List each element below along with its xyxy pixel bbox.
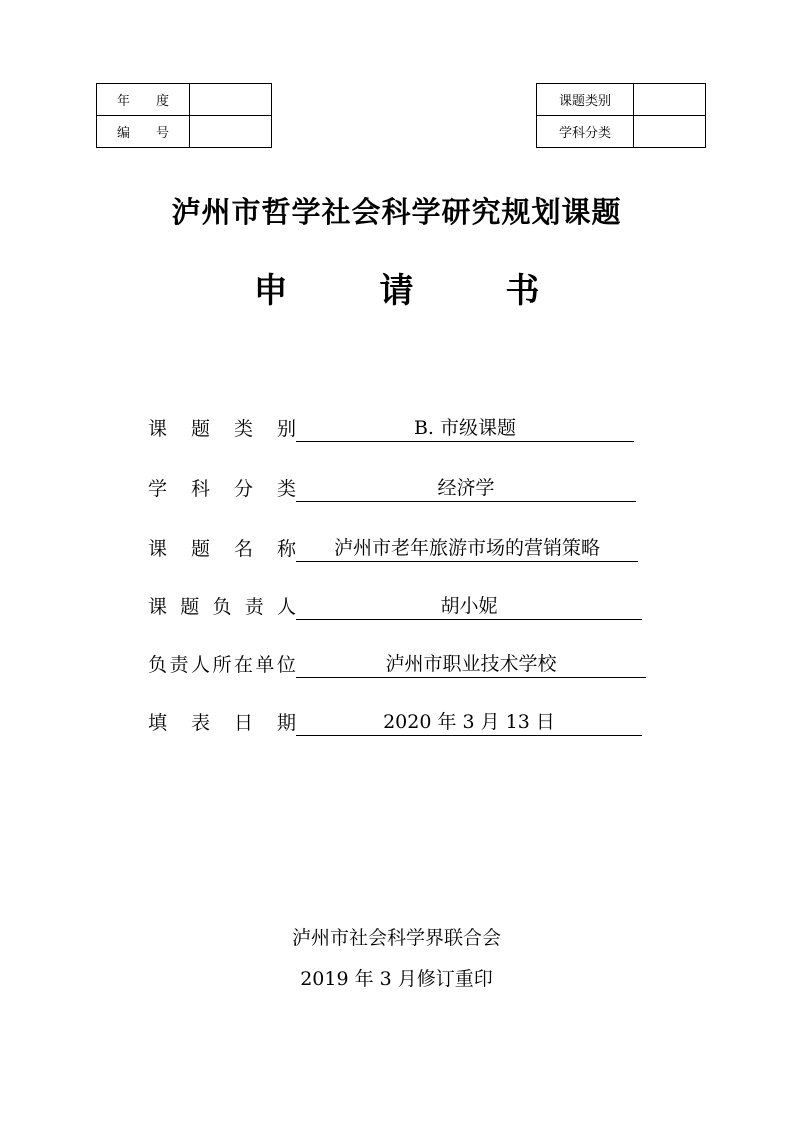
field-label [148, 416, 296, 442]
footer-revision: 2019 年 3 月修订重印 [300, 968, 493, 990]
field-label-char: 分 [233, 478, 253, 500]
field-label-char: 名 [233, 538, 253, 560]
field-value: 胡小妮 [296, 593, 642, 620]
field-label [148, 710, 296, 736]
field-label-char: 课 [148, 596, 168, 618]
year-label: 年 度 [97, 84, 190, 116]
field-label-char: 科 [190, 478, 210, 500]
table-row [537, 84, 706, 116]
field-label-char: 负 [148, 654, 168, 676]
subtitle-char: 申 [253, 271, 288, 311]
field-label-char: 人 [190, 654, 210, 676]
field-label-char: 责 [244, 596, 264, 618]
field-label [148, 652, 296, 678]
field-label-char: 填 [148, 712, 168, 734]
table-row [97, 84, 272, 116]
field-label-char: 人 [276, 596, 296, 618]
field-topic-category [148, 412, 634, 442]
topic-category-value-cell [634, 84, 706, 116]
field-label-char: 责 [169, 654, 189, 676]
table-row [97, 116, 272, 148]
field-value: 经济学 [296, 475, 636, 502]
field-label-char: 位 [276, 654, 296, 676]
field-label-char: 单 [255, 654, 275, 676]
field-label-char: 课 [148, 418, 168, 440]
subtitle-char: 请 [379, 271, 414, 311]
field-label-char: 类 [276, 478, 296, 500]
document-subtitle [0, 263, 793, 312]
discipline-value-cell [634, 116, 706, 148]
field-topic-name [148, 532, 638, 562]
field-label-char: 负 [212, 596, 232, 618]
header-info-table-left [96, 83, 272, 148]
field-principal-unit [148, 648, 646, 678]
field-label-char: 表 [190, 712, 210, 734]
field-label [148, 536, 296, 562]
field-label-char: 类 [233, 418, 253, 440]
field-principal [148, 590, 642, 620]
discipline-label: 学科分类 [537, 116, 634, 148]
field-label-char: 所 [212, 654, 232, 676]
field-label-char: 称 [276, 538, 296, 560]
subtitle-char: 书 [505, 271, 540, 311]
field-value: B. 市级课题 [296, 415, 634, 442]
field-label-char: 题 [180, 596, 200, 618]
field-discipline [148, 472, 636, 502]
header-info-table-right [536, 83, 706, 148]
field-label-char: 日 [233, 712, 253, 734]
document-title: 泸州市哲学社会科学研究规划课题 [171, 195, 622, 229]
topic-category-label: 课题类别 [537, 84, 634, 116]
field-label-char: 学 [148, 478, 168, 500]
table-row [537, 116, 706, 148]
field-value: 泸州市老年旅游市场的营销策略 [296, 535, 638, 562]
field-label-char: 题 [190, 538, 210, 560]
field-fill-date [148, 706, 642, 736]
field-label-char: 课 [148, 538, 168, 560]
number-label: 编 号 [97, 116, 190, 148]
footer-organization: 泸州市社会科学界联合会 [291, 927, 501, 949]
field-label-char: 在 [233, 654, 253, 676]
number-value-cell [190, 116, 272, 148]
field-value: 2020 年 3 月 13 日 [296, 709, 642, 736]
field-label-char: 别 [276, 418, 296, 440]
field-label [148, 476, 296, 502]
year-value-cell [190, 84, 272, 116]
field-label-char: 题 [190, 418, 210, 440]
field-value: 泸州市职业技术学校 [296, 651, 646, 678]
field-label [148, 594, 296, 620]
field-label-char: 期 [276, 712, 296, 734]
